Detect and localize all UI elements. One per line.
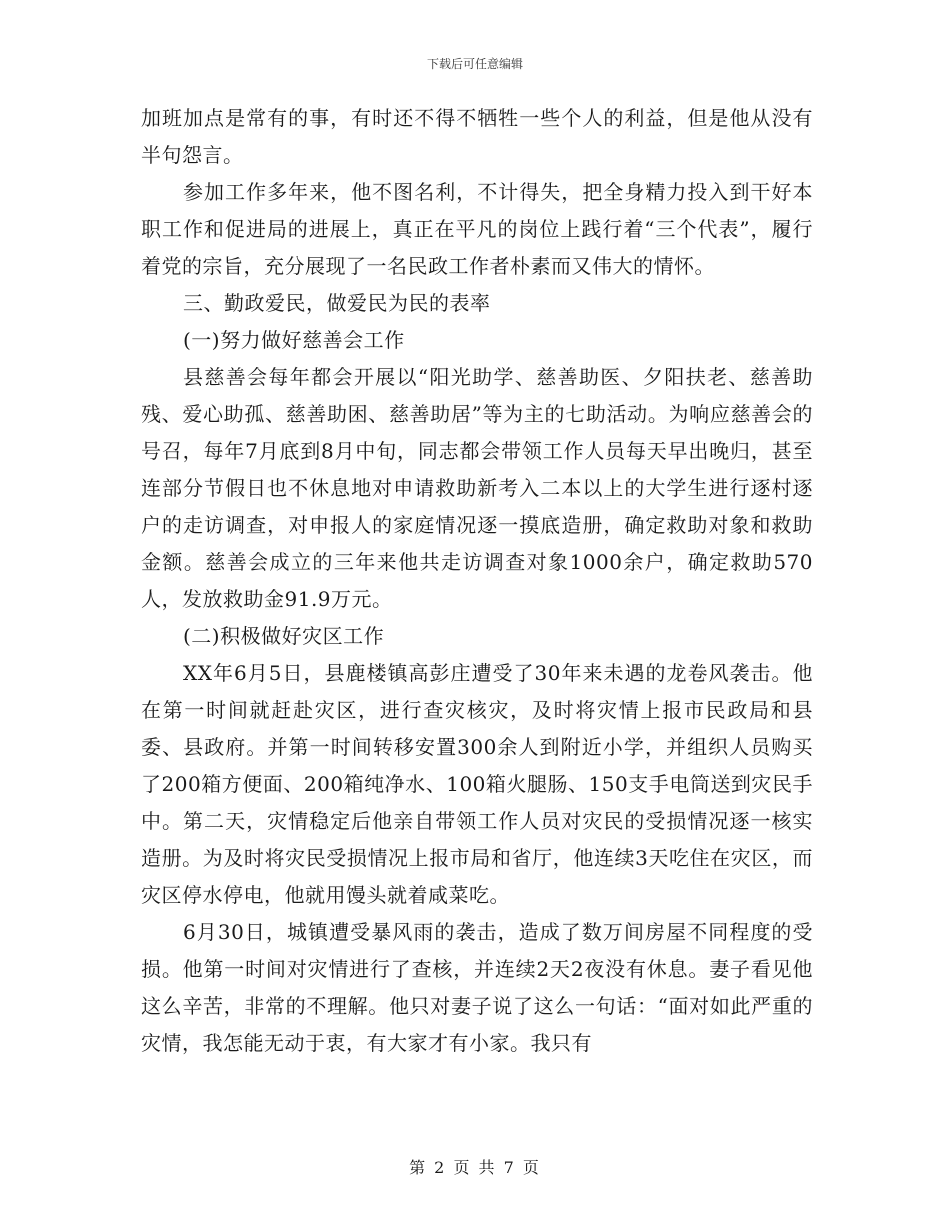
paragraph-disaster-june5: XX年6月5日，县鹿楼镇高彭庄遭受了30年来未遇的龙卷风袭击。他在第一时间就赶赴灾区，进行查灾核灾，及时将灾情上报市民政局和县委、县政府。并第一时间转移安置300余人到附近小学，并组织人员购买了200箱方便面、200箱纯净水、100箱火腿肠、150支手电筒送到灾民手中。第二天，灾情稳定后他亲自带领工作人员对灾民的受损情况逐一核实造册。为及时将灾民受损情况上报市局和省厅，他连续3天吃住在灾区，而灾区停水停电，他就用馒头就着咸菜吃。 [141, 661, 813, 907]
document-body [141, 100, 813, 1062]
subsection-heading-1: (一)努力做好慈善会工作 [183, 328, 405, 352]
page-number-footer: 第 2 页 共 7 页 [409, 1158, 541, 1177]
paragraph-disaster-june30: 6月30日，城镇遭受暴风雨的袭击，造成了数万间房屋不同程度的受损。他第一时间对灾情进行了查核，并连续2天2夜没有休息。妻子看见他这么辛苦，非常的不理解。他只对妻子说了这么一句话：“面对如此严重的灾情，我怎能无动于衷，有大家才有小家。我只有 [141, 920, 813, 1055]
paragraph-charity: 县慈善会每年都会开展以“阳光助学、慈善助医、夕阳扶老、慈善助残、爱心助孤、慈善助困、慈善助居”等为主的七助活动。为响应慈善会的号召，每年7月底到8月中旬，同志都会带领工作人员每天早出晚归，甚至连部分节假日也不休息地对申请救助新考入二本以上的大学生进行逐村逐户的走访调查，对申报人的家庭情况逐一摸底造册，确定救助对象和救助金额。慈善会成立的三年来他共走访调查对象1000余户，确定救助570人，发放救助金91.9万元。 [141, 365, 813, 611]
paragraph-1: 加班加点是常有的事，有时还不得不牺牲一些个人的利益，但是他从没有半句怨言。 [141, 106, 813, 167]
subsection-heading-2: (二)积极做好灾区工作 [183, 624, 385, 648]
paragraph-2: 参加工作多年来，他不图名利，不计得失，把全身精力投入到干好本职工作和促进局的进展上，真正在平凡的岗位上践行着“三个代表”，履行着党的宗旨，充分展现了一名民政工作者朴素而又伟大的情怀。 [141, 180, 813, 278]
page-header-note: 下载后可任意编辑 [426, 57, 523, 71]
section-heading-3: 三、勤政爱民，做爱民为民的表率 [183, 291, 491, 315]
